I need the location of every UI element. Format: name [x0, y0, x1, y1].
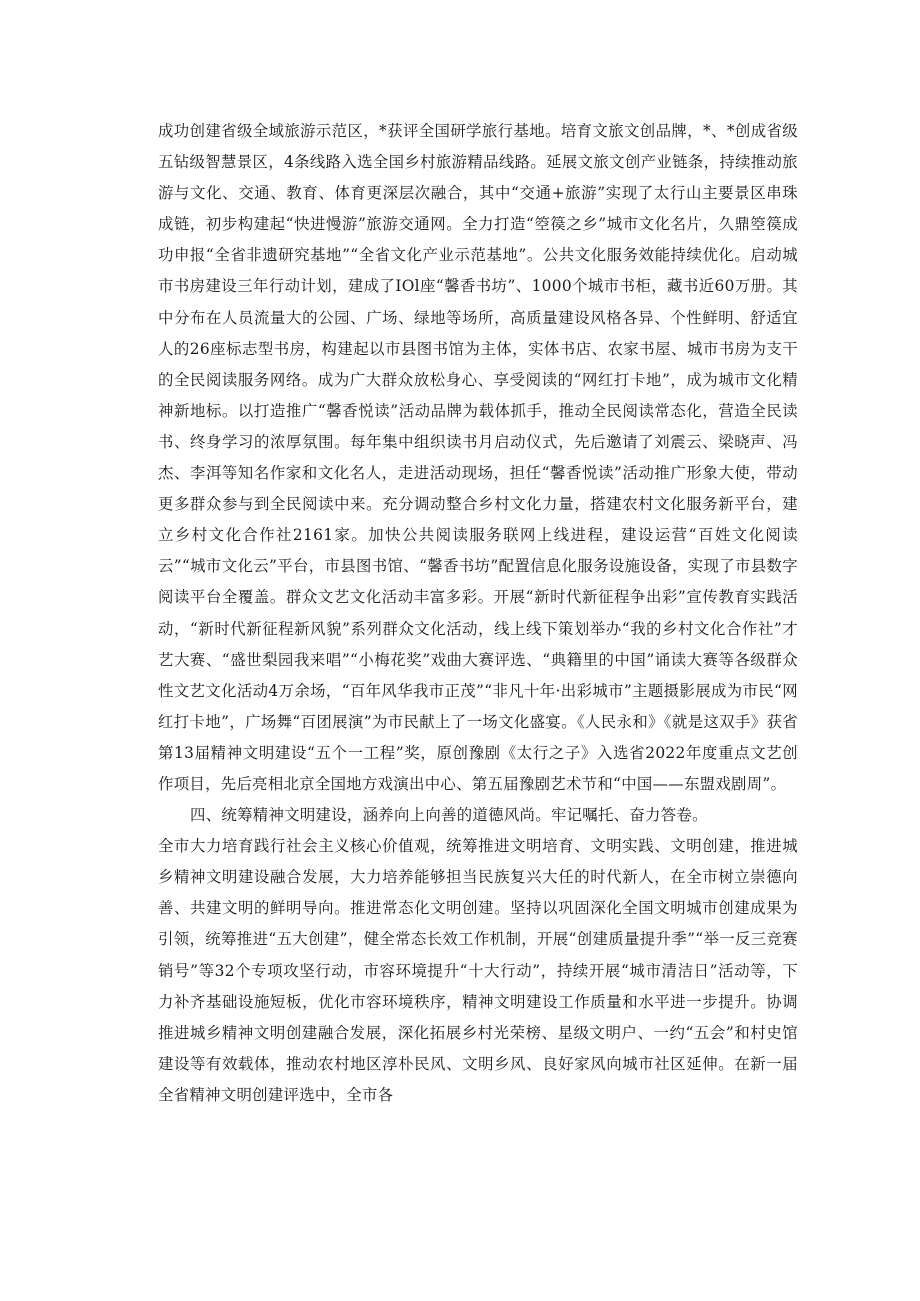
paragraph-culture-tourism: 成功创建省级全域旅游示范区，*获评全国研学旅行基地。培育文旅文创品牌，*、*创成省级五钻级智慧景区，4条线路入选全国乡村旅游精品线路。延展文旅文创产业链条，持续推动旅游与文化、交通、教育、体育更深层次融合，其中“交通+旅游”实现了太行山主要景区串珠成链，初步构建起“快进慢游”旅游交通网。全力打造“箜篌之乡”城市文化名片，久鼎箜篌成功申报“全省非遗研究基地”“全省文化产业示范基地”。公共文化服务效能持续优化。启动城市书房建设三年行动计划，建成了IOl座“馨香书坊”、1000个城市书柜，藏书近60万册。其中分布在人员流量大的公园、广场、绿地等场所，高质量建设风格各异、个性鲜明、舒适宜人的26座标志型书房，构建起以市县图书馆为主体，实体书店、农家书屋、城市书房为支干的全民阅读服务网络。成为广大群众放松身心、享受阅读的“网红打卡地”，成为城市文化精神新地标。以打造推广“馨香悦读”活动品牌为载体抓手，推动全民阅读常态化，营造全民读书、终身学习的浓厚氛围。每年集中组织读书月启动仪式，先后邀请了刘震云、梁晓声、冯杰、李洱等知名作家和文化名人，走进活动现场，担任“馨香悦读”活动推广形象大使，带动更多群众参与到全民阅读中来。充分调动整合乡村文化力量，搭建农村文化服务新平台，建立乡村文化合作社2161家。加快公共阅读服务联网上线进程，建设运营“百姓文化阅读云”“城市文化云”平台，市县图书馆、“馨香书坊”配置信息化服务设施设备，实现了市县数字阅读平台全覆盖。群众文艺文化活动丰富多彩。开展“新时代新征程争出彩”宣传教育实践活动，“新时代新征程新风貌”系列群众文化活动，线上线下策划举办“我的乡村文化合作社”才艺大赛、“盛世梨园我来唱”“小梅花奖”戏曲大赛评选、“典籍里的中国”诵读大赛等各级群众性文艺文化活动4万余场，“百年风华我市正茂”“非凡十年·出彩城市”主题摄影展成为市民“网红打卡地”，广场舞“百团展演”为市民献上了一场文化盛宴。《人民永和》《就是这双手》获省第13届精神文明建设“五个一工程”奖，原创豫剧《太行之子》入选省2022年度重点文艺创作项目，先后亮相北京全国地方戏演出中心、第五届豫剧艺术节和“中国——东盟戏剧周”。	[158, 122, 798, 793]
section-heading-spiritual-civilization: 四、统筹精神文明建设，涵养向上向善的道德风尚。牢记嘱托、奋力答卷。	[190, 806, 708, 825]
paragraph-civilization-building: 全市大力培育践行社会主义核心价值观，统筹推进文明培育、文明实践、文明创建，推进城乡精神文明建设融合发展，大力培养能够担当民族复兴大任的时代新人，在全市树立崇德向善、共建文明的鲜明导向。推进常态化文明创建。坚持以巩固深化全国文明城市创建成果为引领，统筹推进“五大创建”，健全常态长效工作机制，开展“创建质量提升季”“举一反三竞赛销号”等32个专项攻坚行动，市容环境提升“十大行动”，持续开展“城市清洁日”活动等，下力补齐基础设施短板，优化市容环境秩序，精神文明建设工作质量和水平进一步提升。协调推进城乡精神文明创建融合发展，深化拓展乡村光荣榜、星级文明户、一约“五会”和村史馆建设等有效载体，推动农村地区淳朴民风、文明乡风、良好家风向城市社区延伸。在新一届全省精神文明创建评选中，全市各	[158, 837, 798, 1104]
document-body	[158, 116, 798, 1111]
